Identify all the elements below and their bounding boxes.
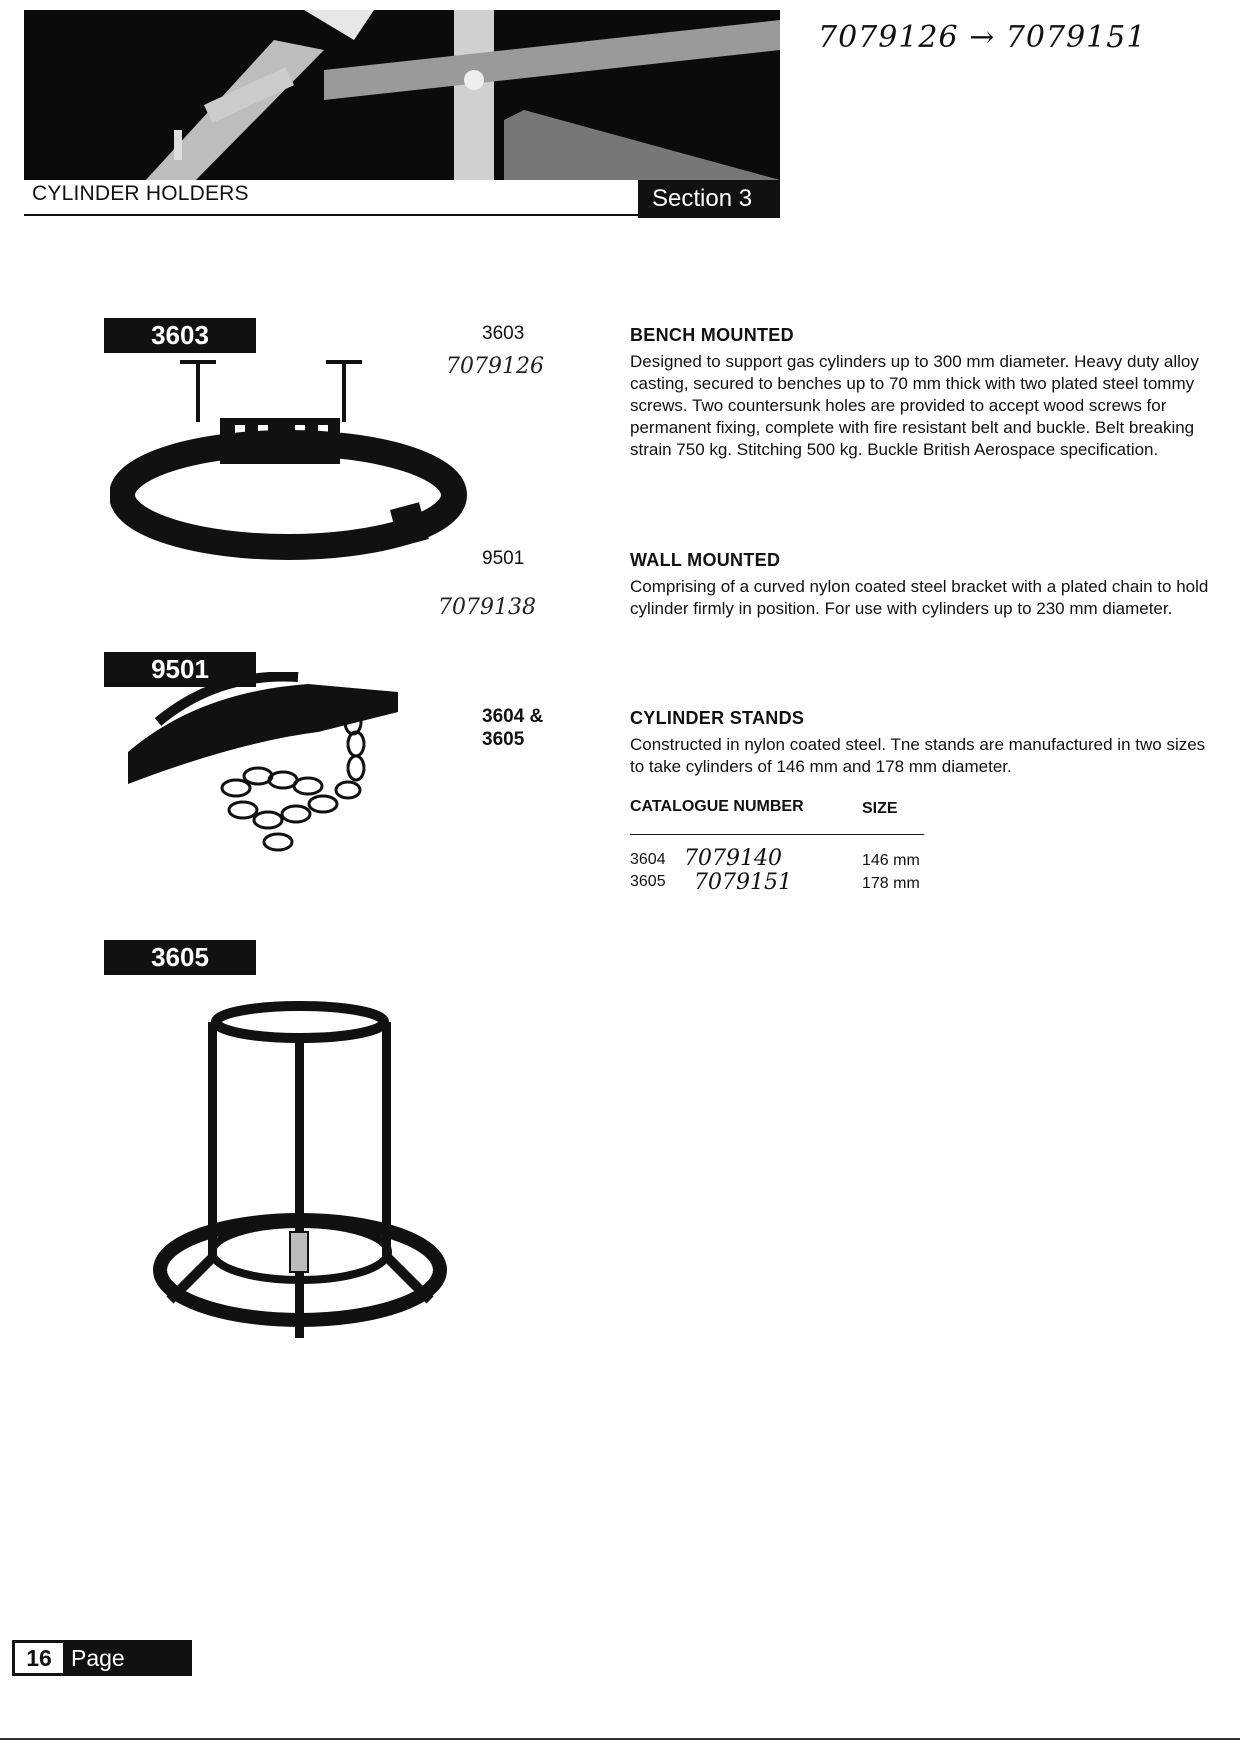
table-row-handwritten: 7079151 [694,870,792,895]
figure-label-9501: 9501 [104,652,256,687]
heading-wall-mounted: WALL MOUNTED [630,550,781,570]
table-header-catalogue-number: CATALOGUE NUMBER [630,798,804,815]
bottom-rule [0,1738,1240,1740]
table-row-number: 3605 [630,873,666,890]
table-row-handwritten: 7079140 [684,846,782,871]
figure-label-3603: 3603 [104,318,256,353]
table-row-size: 146 mm [862,852,920,869]
description-bench-mounted: Designed to support gas cylinders up to 300 mm diameter. Heavy duty alloy casting, secured to benches up to 70 mm thick with two plated steel tommy screws. Two countersunk holes are provided to accept wood screws for permanent fixing, complete with fire resistant belt and buckle. Belt breaking strain 750 kg. Stitching 500 kg. Buckle British Aerospace specification. [630,352,1199,459]
product-code-9501: 9501 [482,548,525,569]
table-rule [630,834,924,835]
bench-mounted-holder-illustration [110,360,470,575]
table-row-size: 178 mm [862,875,920,892]
header-photo [24,10,780,182]
page-footer [12,1640,192,1676]
handwritten-code-9501: 7079138 [438,595,536,620]
section-label: Section 3 [652,185,753,212]
product-code-3604: 3604 & [482,706,544,727]
section-tab [638,180,780,218]
heading-bench-mounted: BENCH MOUNTED [630,325,794,345]
figure-label-3605: 3605 [104,940,256,975]
product-code-3603: 3603 [482,323,525,344]
page-number: 16 [15,1643,63,1673]
page-word: Page [71,1644,125,1671]
table-row-number: 3604 [630,851,666,868]
product-code-3605: 3605 [482,729,525,750]
description-wall-mounted: Comprising of a curved nylon coated steel bracket with a plated chain to hold cylinder firmly in position. For use with cylinders up to 230 mm diameter. [630,577,1209,618]
page-title: CYLINDER HOLDERS [32,182,249,205]
table-header-size: SIZE [862,800,898,817]
heading-cylinder-stands: CYLINDER STANDS [630,708,805,728]
handwritten-range: 7079126 → 7079151 [818,20,1147,55]
handwritten-code-3603: 7079126 [446,354,544,379]
cylinder-stand-illustration [140,1000,450,1380]
description-cylinder-stands: Constructed in nylon coated steel. Tne stands are manufactured in two sizes to take cylinders of 146 mm and 178 mm diameter. [630,735,1206,776]
wall-mounted-bracket-illustration [118,672,418,862]
